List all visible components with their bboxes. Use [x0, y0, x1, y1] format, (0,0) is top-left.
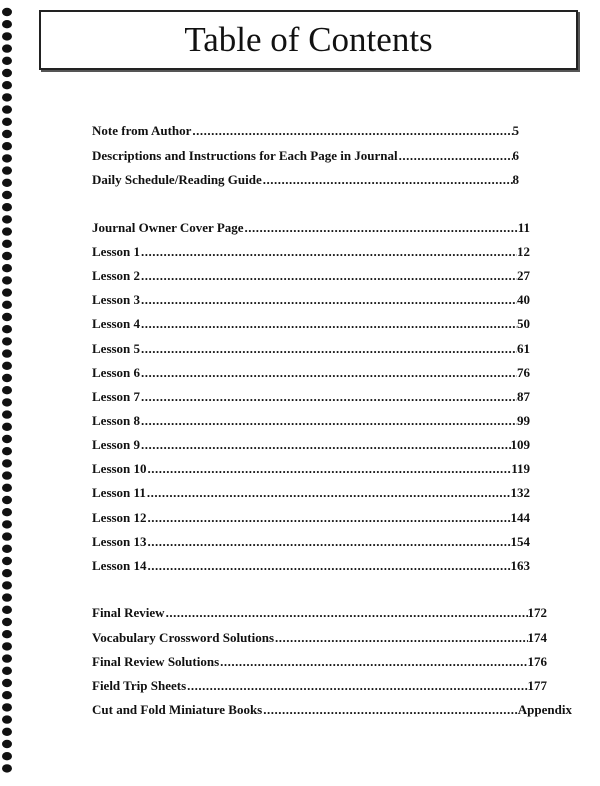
toc-entry-page: 27 [517, 268, 530, 283]
binding-ring [2, 374, 12, 382]
binding-ring [2, 569, 12, 577]
toc-leader-dots [146, 483, 511, 503]
toc-leader-dots [191, 121, 512, 141]
page-title: Table of Contents [184, 20, 433, 59]
toc-entry [92, 652, 547, 672]
toc-leader-dots [147, 459, 512, 479]
toc-entry-label: Lesson 3 [92, 292, 141, 307]
binding-ring [2, 81, 12, 89]
toc-entry [92, 483, 530, 503]
toc-entry-page: 144 [510, 510, 530, 525]
toc-leader-dots [262, 170, 513, 190]
spiral-binding [0, 0, 20, 786]
toc-entry [92, 676, 547, 696]
binding-ring [2, 313, 12, 321]
toc-entry-page: 177 [527, 678, 547, 693]
binding-ring [2, 325, 12, 333]
binding-ring [2, 545, 12, 553]
toc-entry-page: 6 [512, 148, 519, 163]
binding-ring [2, 349, 12, 357]
toc-leader-dots [140, 339, 517, 359]
toc-entry-label: Field Trip Sheets [92, 678, 187, 693]
toc-entry [92, 700, 572, 720]
binding-ring [2, 252, 12, 260]
toc-entry-label: Lesson 13 [92, 534, 147, 549]
toc-entry-page: 163 [510, 558, 530, 573]
binding-ring [2, 264, 12, 272]
toc-entry [92, 290, 530, 310]
toc-entry-label: Note from Author [92, 123, 192, 138]
toc-leader-dots [140, 242, 517, 262]
binding-ring [2, 191, 12, 199]
binding-ring [2, 179, 12, 187]
toc-entry-page: Appendix [517, 702, 572, 717]
toc-entry-page: 174 [527, 630, 547, 645]
toc-leader-dots [186, 676, 527, 696]
toc-entry [92, 146, 519, 166]
toc-entry-label: Vocabulary Crossword Solutions [92, 630, 275, 645]
toc-entry-label: Lesson 14 [92, 558, 147, 573]
binding-ring [2, 118, 12, 126]
binding-ring [2, 337, 12, 345]
toc-entry-label: Lesson 1 [92, 244, 141, 259]
toc-leader-dots [140, 435, 510, 455]
toc-entry-page: 87 [517, 389, 530, 404]
binding-ring [2, 447, 12, 455]
toc-entry [92, 121, 519, 141]
toc-leader-dots [147, 508, 511, 528]
binding-ring [2, 69, 12, 77]
binding-ring [2, 642, 12, 650]
binding-ring [2, 362, 12, 370]
binding-ring [2, 423, 12, 431]
toc-entry-label: Lesson 9 [92, 437, 141, 452]
binding-ring [2, 166, 12, 174]
binding-ring [2, 386, 12, 394]
toc-entry-label: Lesson 5 [92, 341, 141, 356]
binding-ring [2, 8, 12, 16]
toc-entry-label: Cut and Fold Miniature Books [92, 702, 263, 717]
toc-entry-page: 5 [512, 123, 519, 138]
toc-leader-dots [165, 603, 528, 623]
binding-ring [2, 532, 12, 540]
toc-entry-label: Lesson 6 [92, 365, 141, 380]
binding-ring [2, 301, 12, 309]
toc-leader-dots [140, 266, 517, 286]
binding-ring [2, 752, 12, 760]
toc-entry-label: Journal Owner Cover Page [92, 220, 244, 235]
toc-entry [92, 387, 530, 407]
binding-ring [2, 496, 12, 504]
toc-entry [92, 556, 530, 576]
toc-leader-dots [244, 218, 518, 238]
binding-ring [2, 740, 12, 748]
binding-ring [2, 276, 12, 284]
toc-entry-page: 172 [527, 605, 547, 620]
binding-ring [2, 484, 12, 492]
toc-leader-dots [140, 290, 517, 310]
toc-entry [92, 435, 530, 455]
toc-entry [92, 628, 547, 648]
toc-entry [92, 532, 530, 552]
binding-ring [2, 508, 12, 516]
toc-entry-label: Lesson 8 [92, 413, 141, 428]
toc-entry-page: 12 [517, 244, 530, 259]
binding-ring [2, 764, 12, 772]
toc-entry [92, 170, 519, 190]
toc-leader-dots [140, 314, 517, 334]
toc-entry [92, 603, 547, 623]
toc-entry [92, 363, 530, 383]
toc-entry [92, 459, 530, 479]
title-box [39, 10, 578, 70]
toc-entry [92, 218, 530, 238]
binding-ring [2, 57, 12, 65]
toc-entry-page: 109 [510, 437, 530, 452]
toc-entry-label: Lesson 2 [92, 268, 141, 283]
binding-ring [2, 581, 12, 589]
binding-ring [2, 618, 12, 626]
toc-entry [92, 508, 530, 528]
toc-entry [92, 411, 530, 431]
toc-entry [92, 242, 530, 262]
binding-ring [2, 105, 12, 113]
binding-ring [2, 728, 12, 736]
binding-ring [2, 703, 12, 711]
toc-entry-label: Final Review [92, 605, 165, 620]
binding-ring [2, 398, 12, 406]
binding-ring [2, 410, 12, 418]
binding-ring [2, 557, 12, 565]
binding-ring [2, 435, 12, 443]
toc-leader-dots [140, 411, 517, 431]
toc-leader-dots [147, 556, 511, 576]
toc-leader-dots [140, 363, 517, 383]
toc-leader-dots [219, 652, 527, 672]
binding-ring [2, 288, 12, 296]
toc-entry-label: Descriptions and Instructions for Each Page in Journal [92, 148, 398, 163]
toc-entry-page: 119 [511, 461, 530, 476]
toc-entry-page: 154 [510, 534, 530, 549]
toc-entry-page: 176 [527, 654, 547, 669]
binding-ring [2, 154, 12, 162]
toc-entry-page: 11 [517, 220, 530, 235]
binding-ring [2, 215, 12, 223]
toc-entry-page: 8 [512, 172, 519, 187]
toc-entry-label: Lesson 7 [92, 389, 141, 404]
toc-leader-dots [147, 532, 511, 552]
toc-entry [92, 339, 530, 359]
toc-entry-page: 40 [517, 292, 530, 307]
binding-ring [2, 520, 12, 528]
binding-ring [2, 606, 12, 614]
binding-ring [2, 715, 12, 723]
binding-ring [2, 20, 12, 28]
toc-entry [92, 314, 530, 334]
toc-entry-page: 61 [517, 341, 530, 356]
toc-entry-page: 132 [510, 485, 530, 500]
toc-entry-label: Lesson 10 [92, 461, 147, 476]
toc-entry-label: Lesson 4 [92, 316, 141, 331]
toc-entry-label: Final Review Solutions [92, 654, 220, 669]
binding-ring [2, 130, 12, 138]
binding-ring [2, 691, 12, 699]
toc-leader-dots [274, 628, 527, 648]
toc-entry-label: Daily Schedule/Reading Guide [92, 172, 262, 187]
toc-leader-dots [262, 700, 518, 720]
binding-ring [2, 44, 12, 52]
binding-ring [2, 679, 12, 687]
binding-ring [2, 630, 12, 638]
binding-ring [2, 593, 12, 601]
binding-ring [2, 654, 12, 662]
toc-entry-page: 99 [517, 413, 530, 428]
toc-leader-dots [140, 387, 517, 407]
toc-entry-label: Lesson 12 [92, 510, 147, 525]
binding-ring [2, 471, 12, 479]
toc-leader-dots [398, 146, 513, 166]
binding-ring [2, 203, 12, 211]
binding-ring [2, 227, 12, 235]
binding-ring [2, 240, 12, 248]
binding-ring [2, 142, 12, 150]
binding-ring [2, 667, 12, 675]
toc-entry [92, 266, 530, 286]
binding-ring [2, 93, 12, 101]
binding-ring [2, 459, 12, 467]
binding-ring [2, 32, 12, 40]
toc-entry-page: 76 [517, 365, 530, 380]
toc-entry-page: 50 [517, 316, 530, 331]
toc-entry-label: Lesson 11 [92, 485, 146, 500]
